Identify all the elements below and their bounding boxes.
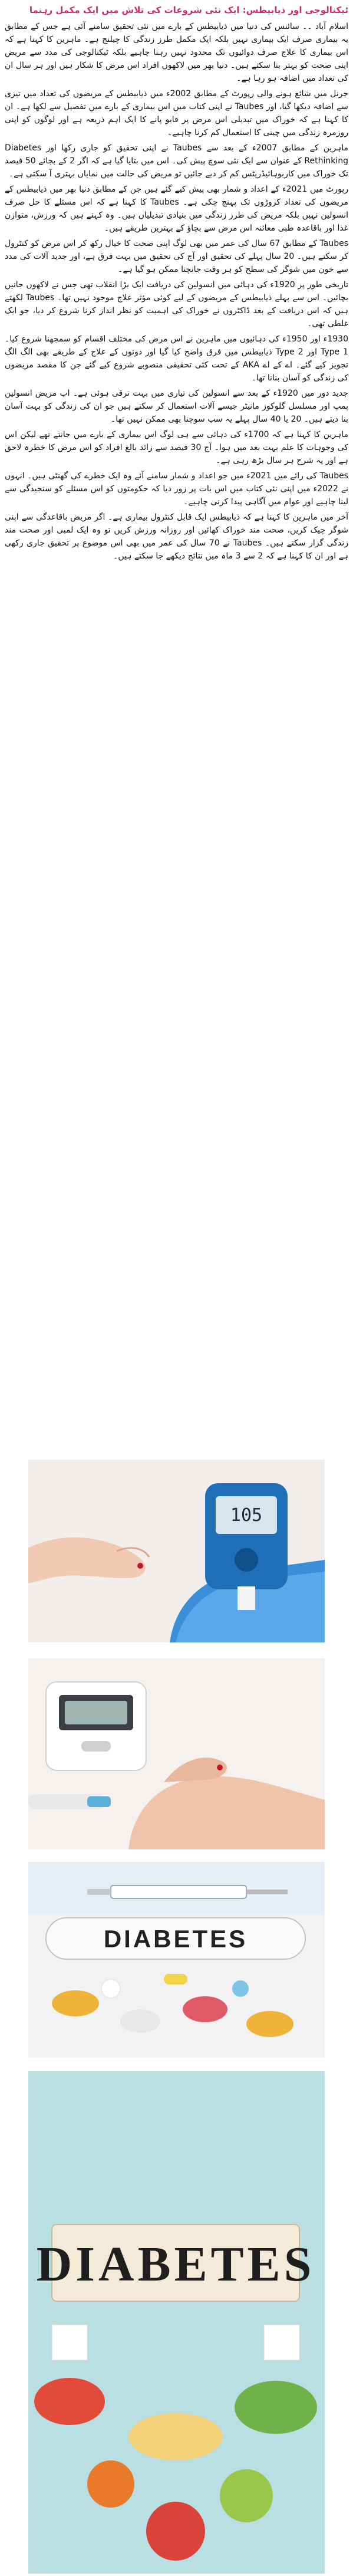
diabetes-letter-blocks-photo [28, 2071, 325, 2574]
finger-prick-test-photo [28, 1658, 325, 1849]
letter-blocks-icon [37, 2225, 315, 2301]
glucose-meter-icon [46, 1682, 146, 1770]
article-body [5, 20, 348, 565]
article-paragraph: ماہرین کے مطابق 2007ء کے بعد سے Taubes نے اپنی تحقیق کو جاری رکھا اور Diabetes Rethinking کے عنوان سے ایک نئی سوچ پیش کی۔ اس میں بتایا گیا ہے کہ اگر 2 کے بجائے 50 فیصد تک خوراک میں کاربوہائیڈریٹس کم کر دیے جائیں تو مریض کی حالت میں نمایاں بہتری آ سکتی ہے۔ [5, 143, 348, 179]
diabetes-test-tube-icon [46, 1918, 305, 1959]
article-headline: ٹیکنالوجی اور ذیابیطس: ایک نئی شروعات کی تلاش میں ایک مکمل رہنما [29, 5, 348, 15]
article-paragraph: 1930ء اور 1950ء کی دہائیوں میں ماہرین نے اس مرض کی مختلف اقسام کو سمجھنا شروع کیا۔ Type 1 اور Type 2 ذیابیطس میں فرق واضح کیا گیا اور دونوں کے علاج کے طریقے بھی الگ الگ تجویز کیے گئے۔ اے کے اے AKA کے تحت کئی تحقیقی منصوبے شروع کیے گئے جن کا مقصد مریضوں کی زندگی کو آسان بنانا تھا۔ [5, 334, 349, 383]
meter-reading: 105 [230, 1505, 263, 1526]
article-paragraph: جرنل میں شائع ہونے والی رپورٹ کے مطابق 2002ء میں ذیابیطس کے مریضوں کی تعداد میں تیزی سے اضافہ دیکھا گیا، اور Taubes نے اپنی کتاب میں اس بیماری کے بارے میں تفصیل سے لکھا ہے۔ ان کا کہنا ہے کہ خوراک میں تبدیلی اس مرض پر قابو پانے کا ایک اہم ذریعہ ہے اور لوگوں کو اپنی روزمرہ زندگی میں چینی کا استعمال کم کرنا چاہیے۔ [5, 89, 348, 137]
article-paragraph: Taubes کے مطابق 67 سال کی عمر میں بھی لوگ اپنی صحت کا خیال رکھ کر اس مرض کو کنٹرول کر سکتے ہیں۔ 20 سال پہلے کی تحقیق اور آج کی تحقیق میں بہت فرق ہے، اور جدید آلات کی مدد سے خون میں شوگر کی سطح کو ہر وقت جانچنا ممکن ہو گیا ہے۔ [5, 239, 348, 274]
article-paragraph: ماہرین کا کہنا ہے کہ 1700ء کی دہائی سے ہی لوگ اس بیماری کے بارے میں جانتے تھے لیکن اس کی وجوہات کا علم بہت بعد میں ہوا۔ آج 30 فیصد سے زائد بالغ افراد کو اس مرض کا خطرہ لاحق ہے اور یہ شرح ہر سال بڑھ رہی ہے۔ [5, 430, 349, 465]
article-paragraph: جدید دور میں 1920ء کے بعد سے انسولین کی تیاری میں بہت ترقی ہوئی ہے۔ اب مریض انسولین پمپ اور مسلسل گلوکوز مانیٹر جیسے آلات استعمال کر سکتے ہیں جو ان کی زندگی کو بہت آسان بنا دیتے ہیں۔ 20 یا 40 سال پہلے یہ سب سوچنا بھی ممکن نہیں تھا۔ [5, 389, 348, 424]
blocks-label: DIABETES [36, 2237, 315, 2292]
article-paragraph: رپورٹ میں 2021ء کے اعداد و شمار بھی پیش کیے گئے ہیں جن کے مطابق دنیا بھر میں ذیابیطس کے مریضوں کی تعداد کروڑوں تک پہنچ چکی ہے۔ Taubes کا کہنا ہے کہ اس مسئلے کا حل صرف انسولین نہیں بلکہ مریض کی طرز زندگی میں بنیادی تبدیلیاں ہیں۔ وہ کہتے ہیں کہ ورزش، متوازن غذا اور باقاعدہ طبی معائنہ اس مرض سے بچاؤ کے بہترین طریقے ہیں۔ [5, 185, 348, 233]
article-paragraph: اسلام آباد ۔۔ سائنس کی دنیا میں ذیابیطس کے بارے میں نئی تحقیق سامنے آئی ہے جس کے مطابق یہ بیماری صرف ایک بیماری نہیں بلکہ ایک مکمل طرز زندگی کا چیلنج ہے۔ ماہرین کا کہنا ہے کہ اس بیماری کا علاج صرف دوائیوں تک محدود نہیں رہنا چاہیے بلکہ ٹیکنالوجی کی مدد سے مریض اپنی صحت کو بہتر بنا سکتے ہیں۔ دنیا بھر میں لاکھوں افراد اس مرض کا شکار ہیں اور ہر سال ان کی تعداد میں اضافہ ہو رہا ہے۔ [5, 22, 348, 83]
article-paragraph: Taubes کی رائے میں 2021ء میں جو اعداد و شمار سامنے آئے وہ ایک خطرے کی گھنٹی ہیں۔ انہوں نے 2022ء میں اپنی نئی کتاب میں اس بات پر زور دیا کہ حکومتوں کو اس مسئلے کو سنجیدگی سے لینا چاہیے اور عوام میں آگاہی پیدا کرنی چاہیے۔ [5, 471, 348, 507]
tube-label: DIABETES [103, 1925, 248, 1953]
article-paragraph: آخر میں ماہرین کا کہنا ہے کہ ذیابیطس ایک قابل کنٹرول بیماری ہے۔ اگر مریض باقاعدگی سے اپنی شوگر چیک کریں، صحت مند خوراک کھائیں اور روزانہ ورزش کریں تو وہ ایک لمبی اور صحت مند زندگی گزار سکتے ہیں۔ Taubes نے 70 سال کی عمر میں بھی اس موضوع پر تحقیق جاری رکھی ہے اور ان کا کہنا ہے کہ 2 سے 3 ماہ میں نتائج دیکھے جا سکتے ہیں۔ [5, 512, 349, 561]
diabetes-tube-pills-photo [28, 1862, 325, 2058]
article-paragraph: تاریخی طور پر 1920ء کی دہائی میں انسولین کی دریافت ایک بڑا انقلاب تھی جس نے لاکھوں جانیں بچائیں۔ اس سے پہلے ذیابیطس کے مریضوں کے لیے کوئی مؤثر علاج موجود نہیں تھا۔ Taubes لکھتے ہیں کہ اس دریافت کے بعد ڈاکٹروں نے خوراک کی اہمیت کو نظر انداز کرنا شروع کر دیا، جو ایک غلطی تھی۔ [5, 280, 348, 328]
glucose-meter-photo [28, 1460, 325, 1642]
